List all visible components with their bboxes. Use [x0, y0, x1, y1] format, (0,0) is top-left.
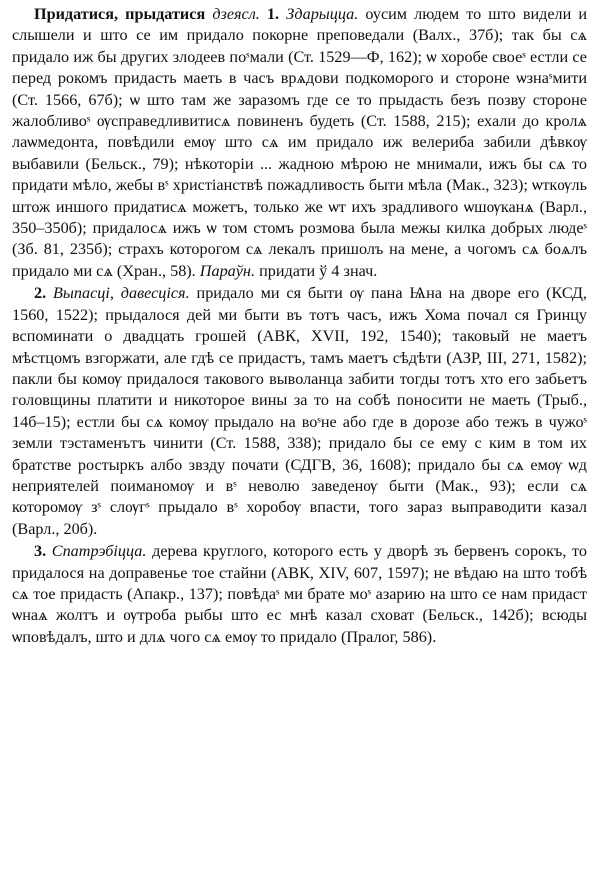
- sense-3-number: 3.: [34, 542, 47, 561]
- sense-1-number: 1.: [266, 5, 280, 23]
- sense-3-gloss: Спатрэбіцца.: [51, 542, 147, 561]
- dictionary-entry: [12, 4, 587, 648]
- sense-3: [12, 541, 587, 648]
- sense-2-citations: придало ми ся быти ѹ пана Ѩна на дворе его (КСД, 1560, 1522); прыдалося дей ми быти въ тотъ часъ, ижъ Хома почал ся Гринцу вспоминати о двадцать грошей (АВК, XVII, 192, 1540); таковый не маетъ мѣстцомъ взгоржати, але гдѣ се придастъ, тамъ маетъ сѣдѣти (АЗР, III, 271, 1582); пакли бы комѹ придалося такового выволанца забити тогды тотъ хто его забьетъ головщины платити и никоторое вины за то на собѣ поносити не маеть (Трыб., 14б–15); естли бы сѧ комѹ прыдало на воˢне або где в дорозе або тежъ в чужоˢ земли тэстаменътъ чинити (Ст. 1588, 338); придало бы се ему с ким в том их братстве ростыркъ албо звзду почати (СДГВ, 36, 1608); придало бы сѧ емѹ ѡд неприятелей поиманомѹ и вˢ неволю заведенѹ быти (Мак., 93); если сѧ которомѹ зˢ слѹгˢ прыдало вˢ хоробѹ впасти, того зараз выправодити казал (Варл., 20б).: [12, 284, 587, 538]
- headword: Придатися, прыдатися: [34, 5, 206, 23]
- parallel-label: Параўн.: [199, 261, 256, 280]
- sense-2-gloss: Выпасці, давесціся.: [53, 284, 190, 303]
- parallel-reference: придати ў 4 знач.: [259, 261, 378, 280]
- sense-2: [12, 283, 587, 540]
- sense-1: [12, 4, 587, 282]
- part-of-speech: дзеясл.: [212, 5, 260, 23]
- sense-1-citations: оусим людем то што видели и слышели и што се им придало покорне преповедали (Валх., 37б); так бы сѧ придало иж бы других злодеев поˢмали (Ст. 1529—Ф, 162); ѡ хоробе своеˢ естли се перед рокомъ придасть маеть в часъ врѧдови подкоморого и стороне ѡзнаˢмити (Ст. 1566, 67б); ѡ што там же заразомъ где се то прыдасть безъ позву стороне жалобливоˢ ѹсправедливитисѧ повиненъ будеть (Ст. 1588, 215); ехали до кролѧ лаѡмедонта, повѣдили емѹ што сѧ им придало иж велериба забили дѣвкѹ выбавили (Бельск., 79); нѣкоторіи ... жадною мѣрою не мнимали, ижъ бы сѧ то придати мѣло, жебы вˢ христіанствѣ пожадливость быти мѣла (Мак., 323); ѡткѹль штож иншого придатисѧ можетъ, только же ѡт ихъ зрадливого ѡшѹканѧ (Варл., 350–350б); придалосѧ ижъ ѡ том стомъ розмова была межы килка добрых людеˢ (Зб. 81, 235б); страхъ которогом сѧ лекалъ пришолъ на мене, а чогомъ сѧ боѧлъ придало ми сѧ (Хран., 58).: [12, 5, 588, 280]
- sense-3-citations: дерева круглого, которого есть у дворѣ зъ бервенъ сорокъ, то придалося на доправенье тое стайни (АВК, XIV, 607, 1597); не вѣдаю на што тобѣ сѧ тое придасть (Апакр., 137); повѣдаˢ ми брате моˢ азарию на што се нам придаст ѡнаѧ жолтъ и ѹтроба рыбы што ес мнѣ казал сховат (Бельск., 142б); всюды ѡповѣдалъ, што и длѧ чого сѧ емѹ то придало (Пралог, 586).: [12, 542, 588, 646]
- sense-1-gloss: Здарыцца.: [286, 5, 359, 23]
- sense-2-number: 2.: [34, 284, 47, 303]
